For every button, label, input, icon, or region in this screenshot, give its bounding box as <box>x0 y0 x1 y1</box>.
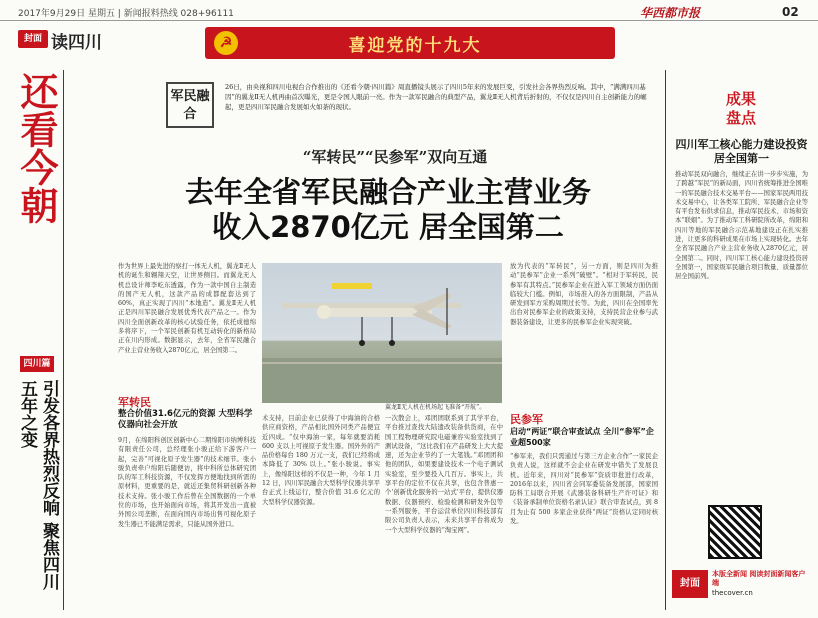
article-title-line1: 去年全省军民融合产业主营业务 <box>184 175 591 209</box>
article-lead: 26日，由央视和四川电视台合作推出的《还看今朝·四川篇》周直播镜头展示了四川5年来的发展巨变，引发社会各界热烈反响。其中，“满满四川基因”的翼龙Ⅱ无人机再曲首次曝光，更是令国人眼前一亮。作为一款军民融合的典型产品，翼龙Ⅱ无人机背后折射的，不仅仅是四川自主创新能力的崛起，更是四川军民融合发展如火如荼的现状。 <box>225 83 647 111</box>
photo-caption: 翼龙Ⅱ无人机在机场起飞准备“开航”。 <box>385 404 486 411</box>
footer-logo: 封面 <box>672 570 708 598</box>
vertical-headline: 引发各界热烈反响 聚焦四川五年之变 <box>17 380 59 590</box>
article-col4-text2: “参军来，我们只需通过与第三方企业合作”一家民企负责人说，这样就不会企业在研发中错失了发展良机。近年来，四川对“民参军”资质审批进行改革，2016年以来，四川省会同军委装备发展部，国家国防科工局联合开展《武器装备科研生产许可证》和《装备承制单位资格名录认证》联合审查试点，到 8 月为止有 500 多家企业获得“两证”资格认定同时核发。 <box>510 453 658 526</box>
top-rule <box>0 20 818 21</box>
right-body-text: 推动军民双向融合，继续正在讲一步步实施，为了跨越“军民”的新局面，四川省统筹推进全国唯一的军民融合技术交易平台——国家军民两用技术交易中心，让各类军工院所、军民融合企业等有平台发布供求信息，推动军民技术、市场和资本“联姻”。为了推动军工科研院所改革，绵阳和四川等地的军民融合示范基地建设正在扎实推进，让更多的科研成果在市场上实现转化。去年全省军民融合产业主营业务收入2870亿元，居全国第二。同时，四川军工核心能力建设投资居全国第一，国家级军民融合项目数量、质量都位居全国前列。 <box>675 171 808 281</box>
footer-url[interactable]: thecover.cn <box>712 589 753 597</box>
drone-photo <box>262 263 502 403</box>
section-logo: 封面 <box>18 30 48 48</box>
col4-subhead: 启动“两证”联合审查试点 全川“参军”企业超500家 <box>510 427 654 447</box>
big-vertical-title: 还看今朝 <box>14 72 59 224</box>
article-subtitle: “军转民”“民参军”双向互通 <box>302 148 488 166</box>
article-col3-text: 一次散会上，邓团团联系到了其学平台，平台推过查找大陆遗改装备供货商，在中国工程物理研究院电磁兼容实验室找到了测试设备，“这比我们在产品研发上大大提速，还为企业节约了一大笔钱。”邓团团和他的团队，如果要建设技术一个电子测试实验室，至少要投入几百万。事实上，共享平台的定位不仅在共享，也包含普惠一个‘创新优化服务的一站式’平台，提供仪器数据、仪器预约、检验检测和研发外包等一系列服务，平台运营单位四川科技部有限公司负责人表示，未来共享平台将成为一个大型科学仪器的“淘宝网”。 <box>385 415 503 534</box>
footer-promo: 本版全新闻 阅读封面新闻客户端 <box>712 570 806 587</box>
article-col1-text2: 9月，在绵阳科创区创新中心二期绵阳市纳博科技有限责任公司，总经理张小骏正给下游客户一起，完善“可视化原子发生器”的技术细节。张小骏负责牵户绵阳后随便访，将中科所总体研究团队的军工科技资源，不仅发挥方便地找到所需的原材料，更重要的是，就近还集贸科研创新各种技术支持。张小骏工作后曾在全国数据的一个单位的市场，也开始面向市场，将其开发出一直被外国公司垄断，在面向国内市场出售可视化原子发生器已不能满足需求，只能从国外进口。 <box>118 437 256 528</box>
section-junzhuanmin: 军转民 <box>118 396 151 409</box>
section-badge: 四川篇 <box>20 356 54 372</box>
party-emblem-icon: ☭ <box>214 31 238 55</box>
section-title: 读四川 <box>51 33 102 53</box>
banner-text: 喜迎党的十九大 <box>348 36 482 56</box>
header-date: 2017年9月29日 星期五 | 新闻报料热线 028+96111 <box>18 9 234 19</box>
left-divider <box>63 70 64 610</box>
right-headline: 四川军工核心能力建设投资居全国第一 <box>675 138 808 165</box>
article-col2-text: 术支持，目前企业已获得了中海油的合格供应商资格，产品相比国外同类产品便宜近四成。“仅中海油一家，每年就要消耗 600 支以上可视原子发生器。国外外的产品价格每台 180 万元一支，我们已经将成本降低了 30% 以上。”张小骏说。事实上，像绵阳这样的不仅是一种，今年 1 月 12 日，四川军民融合大型科学仪器共享平台正式上线运行，整合价值 31.6 亿元的大型科学仪器资源。 <box>262 415 380 506</box>
article-col1-text: 作为世界上最先进的察打一体无人机，翼龙Ⅱ无人机的诞生和翱翔天空，让世界侧目。而翼龙无人机总设计师李屹东透露，作为一款中国自主制造的国产无人机，这款产品的成都配套达到了60%，真正实现了四川“本地造”。翼龙Ⅱ无人机正是四川军民融合发展优秀代表产品之一。作为四川全面创新改革的核心试验任务，依托成德绵多将序下，一个军民创新有机互动转化的新格局正在川内形成。数据显示，去年，全省军民融合产业主营业务收入2870亿元，居全国第二。 <box>118 263 256 354</box>
right-divider <box>665 70 666 610</box>
article-col4-text: 放为代表的“军转民”，另一方面，则是四川为推动“民参军”企业一系列“破壁”。“相对于军转民，民参军有其特点。”民参军企业在进入军工领域方面仍面临较大门槛。例如，市场准入的各方面限制，产品从研发到军方采购周期过长等。为此，四川在全国率先出台对民参军企业的政策支持，支持民营企业参与武器装备建设，让更多的民参军企业实现突破。 <box>510 263 658 326</box>
qr-code-icon[interactable] <box>708 505 762 559</box>
masthead: 华西都市报 <box>640 6 701 20</box>
topic-box: 军民融合 <box>166 82 214 128</box>
section-minconjun: 民参军 <box>510 413 543 426</box>
col1-subhead: 整合价值31.6亿元的资源 大型科学仪器向社会开放 <box>118 409 253 430</box>
drone-illustration <box>262 263 502 403</box>
page-number: 02 <box>782 5 799 19</box>
article-title-line2: 收入2870亿元 居全国第二 <box>212 210 564 244</box>
results-tag: 成果盘点 <box>726 90 757 127</box>
